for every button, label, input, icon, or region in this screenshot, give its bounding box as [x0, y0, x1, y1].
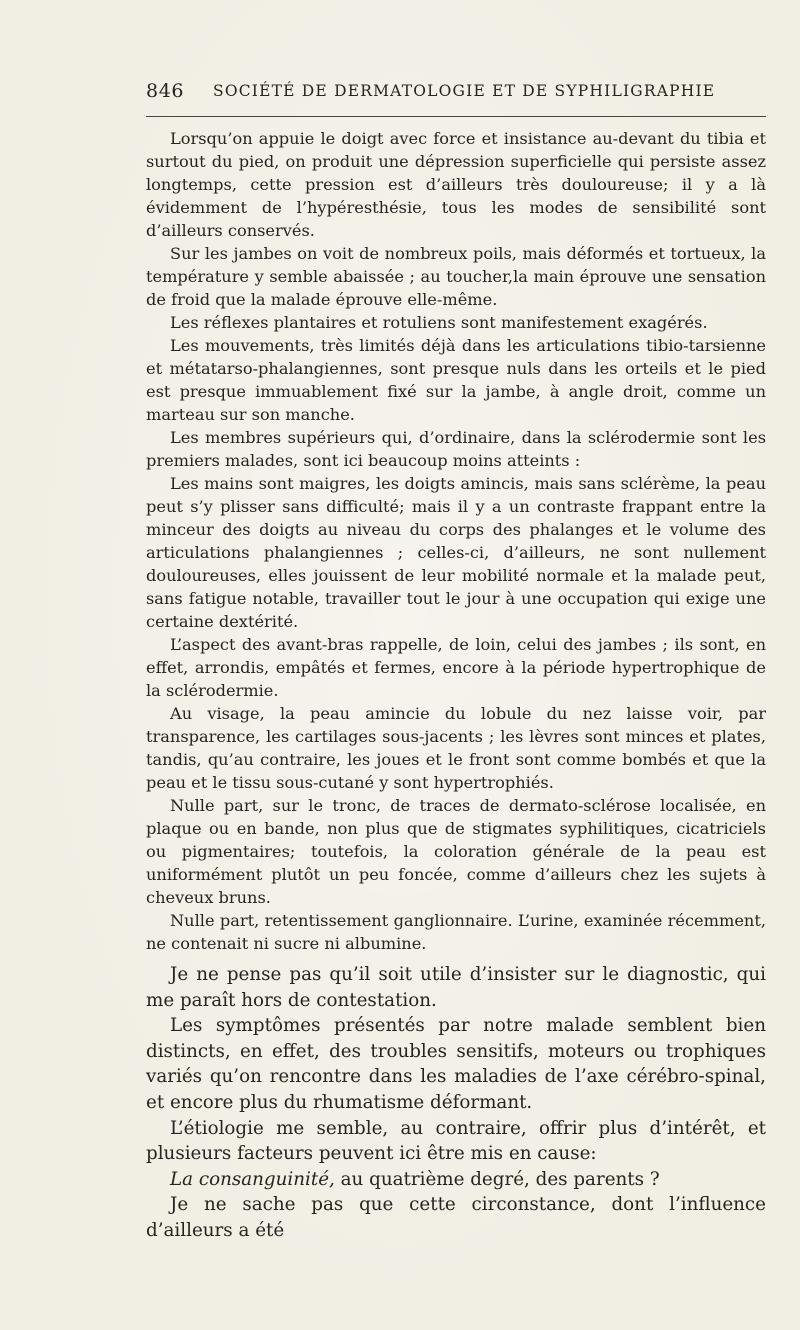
observation-text [146, 127, 766, 955]
paragraph: L’étiologie me semble, au contraire, offrir plus d’intérêt, et plusieurs facteurs peuvent ici être mis en cause: [146, 1117, 766, 1165]
paragraph: Les membres supérieurs qui, d’ordinaire, dans la sclérodermie sont les premiers malades, sont ici beaucoup moins atteints : [146, 428, 766, 470]
paragraph: Lorsqu’on appuie le doigt avec force et insistance au-devant du tibia et surtout du pied, on produit une dépression superficielle qui persiste assez longtemps, cette pression est d’ailleurs très douloureuse; il y a là évidemment de l’hypéresthésie, tous les modes de sensibilité sont d’ailleurs conservés. [146, 129, 766, 240]
discussion-text [146, 962, 766, 1244]
paragraph: Sur les jambes on voit de nombreux poils, mais déformés et tortueux, la température y semble abaissée ; au toucher,la main éprouve une sensation de froid que la malade éprouve elle-même. [146, 244, 766, 309]
paragraph: Nulle part, sur le tronc, de traces de dermato-sclérose localisée, en plaque ou en bande, non plus que de stigmates syphilitiques, cicatriciels ou pigmentaires; toutefois, la coloration générale de la peau est uniformément plutôt un peu foncée, comme d’ailleurs chez les sujets à cheveux bruns. [146, 796, 766, 907]
running-title: SOCIÉTÉ DE DERMATOLOGIE ET DE SYPHILIGRAPHIE [213, 82, 716, 100]
paragraph: Je ne pense pas qu’il soit utile d’insister sur le diagnostic, qui me paraît hors de contestation. [146, 964, 766, 1011]
paragraph: Au visage, la peau amincie du lobule du nez laisse voir, par transparence, les cartilages sous-jacents ; les lèvres sont minces et plates, tandis, qu’au contraire, les joues et le front sont comme bombés et que la peau et le tissu sous-cutané y sont hypertrophiés. [146, 704, 766, 792]
paragraph: Les mains sont maigres, les doigts amincis, mais sans sclérème, la peau peut s’y plisser sans difficulté; mais il y a un contraste frappant entre la minceur des doigts au niveau du corps des phalanges et le volume des articulations phalangiennes ; celles-ci, d’ailleurs, ne sont nullement douloureuses, elles jouissent de leur mobilité normale et la malade peut, sans fatigue notable, travailler tout le jour à une occupation qui exige une certaine dextérité. [146, 474, 766, 631]
paragraph: Nulle part, retentissement ganglionnaire. L’urine, examinée récemment, ne contenait ni sucre ni albumine. [146, 911, 766, 953]
paragraph: Les symptômes présentés par notre malade semblent bien distincts, en effet, des troubles sensitifs, moteurs ou trophiques variés qu’on rencontre dans les maladies de l’axe cérébro-spinal, et encore plus du rhumatisme déformant. [146, 1015, 766, 1113]
paragraph [146, 1167, 766, 1193]
page-header [146, 80, 766, 104]
italic-term: La consanguinité, [170, 1168, 335, 1190]
paragraph: Les mouvements, très limités déjà dans les articulations tibio-tarsienne et métatarso-phalangiennes, sont presque nuls dans les orteils et le pied est presque immuablement fixé sur la jambe, à angle droit, comme un marteau sur son manche. [146, 336, 766, 424]
paragraph: Je ne sache pas que cette circonstance, dont l’influence d’ailleurs a été [146, 1194, 766, 1241]
header-rule [146, 116, 766, 117]
page-number: 846 [146, 80, 185, 102]
paragraph-continuation: au quatrième degré, des parents ? [334, 1168, 660, 1190]
paragraph: L’aspect des avant-bras rappelle, de loin, celui des jambes ; ils sont, en effet, arrondis, empâtés et fermes, encore à la période hypertrophique de la sclérodermie. [146, 635, 766, 700]
paragraph: Les réflexes plantaires et rotuliens sont manifestement exagérés. [170, 313, 708, 332]
